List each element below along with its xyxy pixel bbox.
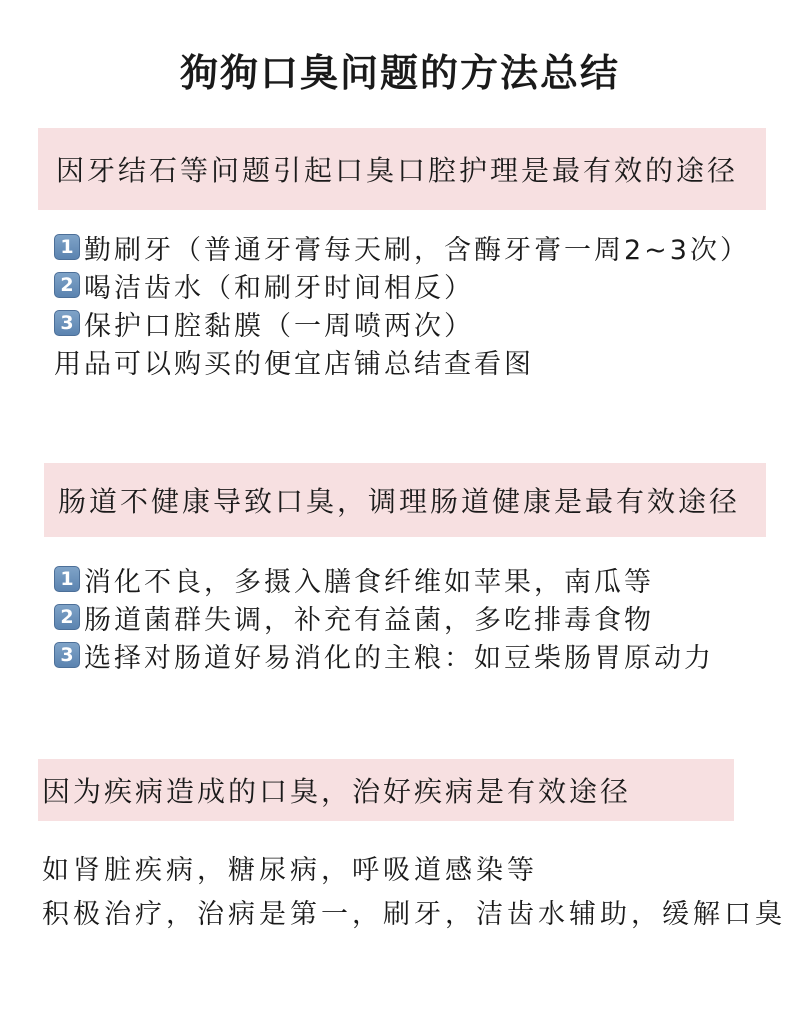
list-item-text: 积极治疗，治病是第一，刷牙，洁齿水辅助，缓解口臭 <box>42 898 786 930</box>
list-item-text: 消化不良，多摄入膳食纤维如苹果，南瓜等 <box>84 566 654 598</box>
list-item <box>54 228 750 266</box>
section-3-list <box>42 845 786 933</box>
list-item-text: 选择对肠道好易消化的主粮：如豆柴肠胃原动力 <box>84 642 714 674</box>
keycap-number-icon: 2 <box>54 272 80 298</box>
list-item <box>54 636 714 674</box>
keycap-number-icon: 3 <box>54 310 80 336</box>
list-item <box>42 845 786 889</box>
section-2-heading <box>44 463 766 537</box>
keycap-number-icon: 3 <box>54 642 80 668</box>
keycap-number-icon: 1 <box>54 566 80 592</box>
list-item <box>42 889 786 933</box>
list-item <box>54 266 750 304</box>
section-3-heading-text: 因为疾病造成的口臭，治好疾病是有效途径 <box>42 775 632 808</box>
page-title: 狗狗口臭问题的方法总结 <box>179 51 620 95</box>
section-2-list <box>54 560 714 674</box>
list-item-text: 保护口腔黏膜（一周喷两次） <box>84 310 474 342</box>
keycap-number-icon: 2 <box>54 604 80 630</box>
list-item <box>54 598 714 636</box>
list-item <box>54 560 714 598</box>
section-1-list <box>54 228 750 380</box>
list-item-text: 如肾脏疾病，糖尿病，呼吸道感染等 <box>42 854 538 886</box>
section-1-heading <box>38 128 766 210</box>
list-item-text: 勤刷牙（普通牙膏每天刷，含酶牙膏一周2~3次） <box>84 234 750 266</box>
note-text: 用品可以购买的便宜店铺总结查看图 <box>54 348 534 380</box>
section-3-heading <box>38 759 734 821</box>
list-item-text: 肠道菌群失调，补充有益菌，多吃排毒食物 <box>84 604 654 636</box>
keycap-number-icon: 1 <box>54 234 80 260</box>
section-1-heading-text: 因牙结石等问题引起口臭口腔护理是最有效的途径 <box>56 154 739 187</box>
section-2-heading-text: 肠道不健康导致口臭，调理肠道健康是最有效途径 <box>58 485 741 518</box>
section-1-note <box>54 342 750 380</box>
list-item-text: 喝洁齿水（和刷牙时间相反） <box>84 272 474 304</box>
list-item <box>54 304 750 342</box>
